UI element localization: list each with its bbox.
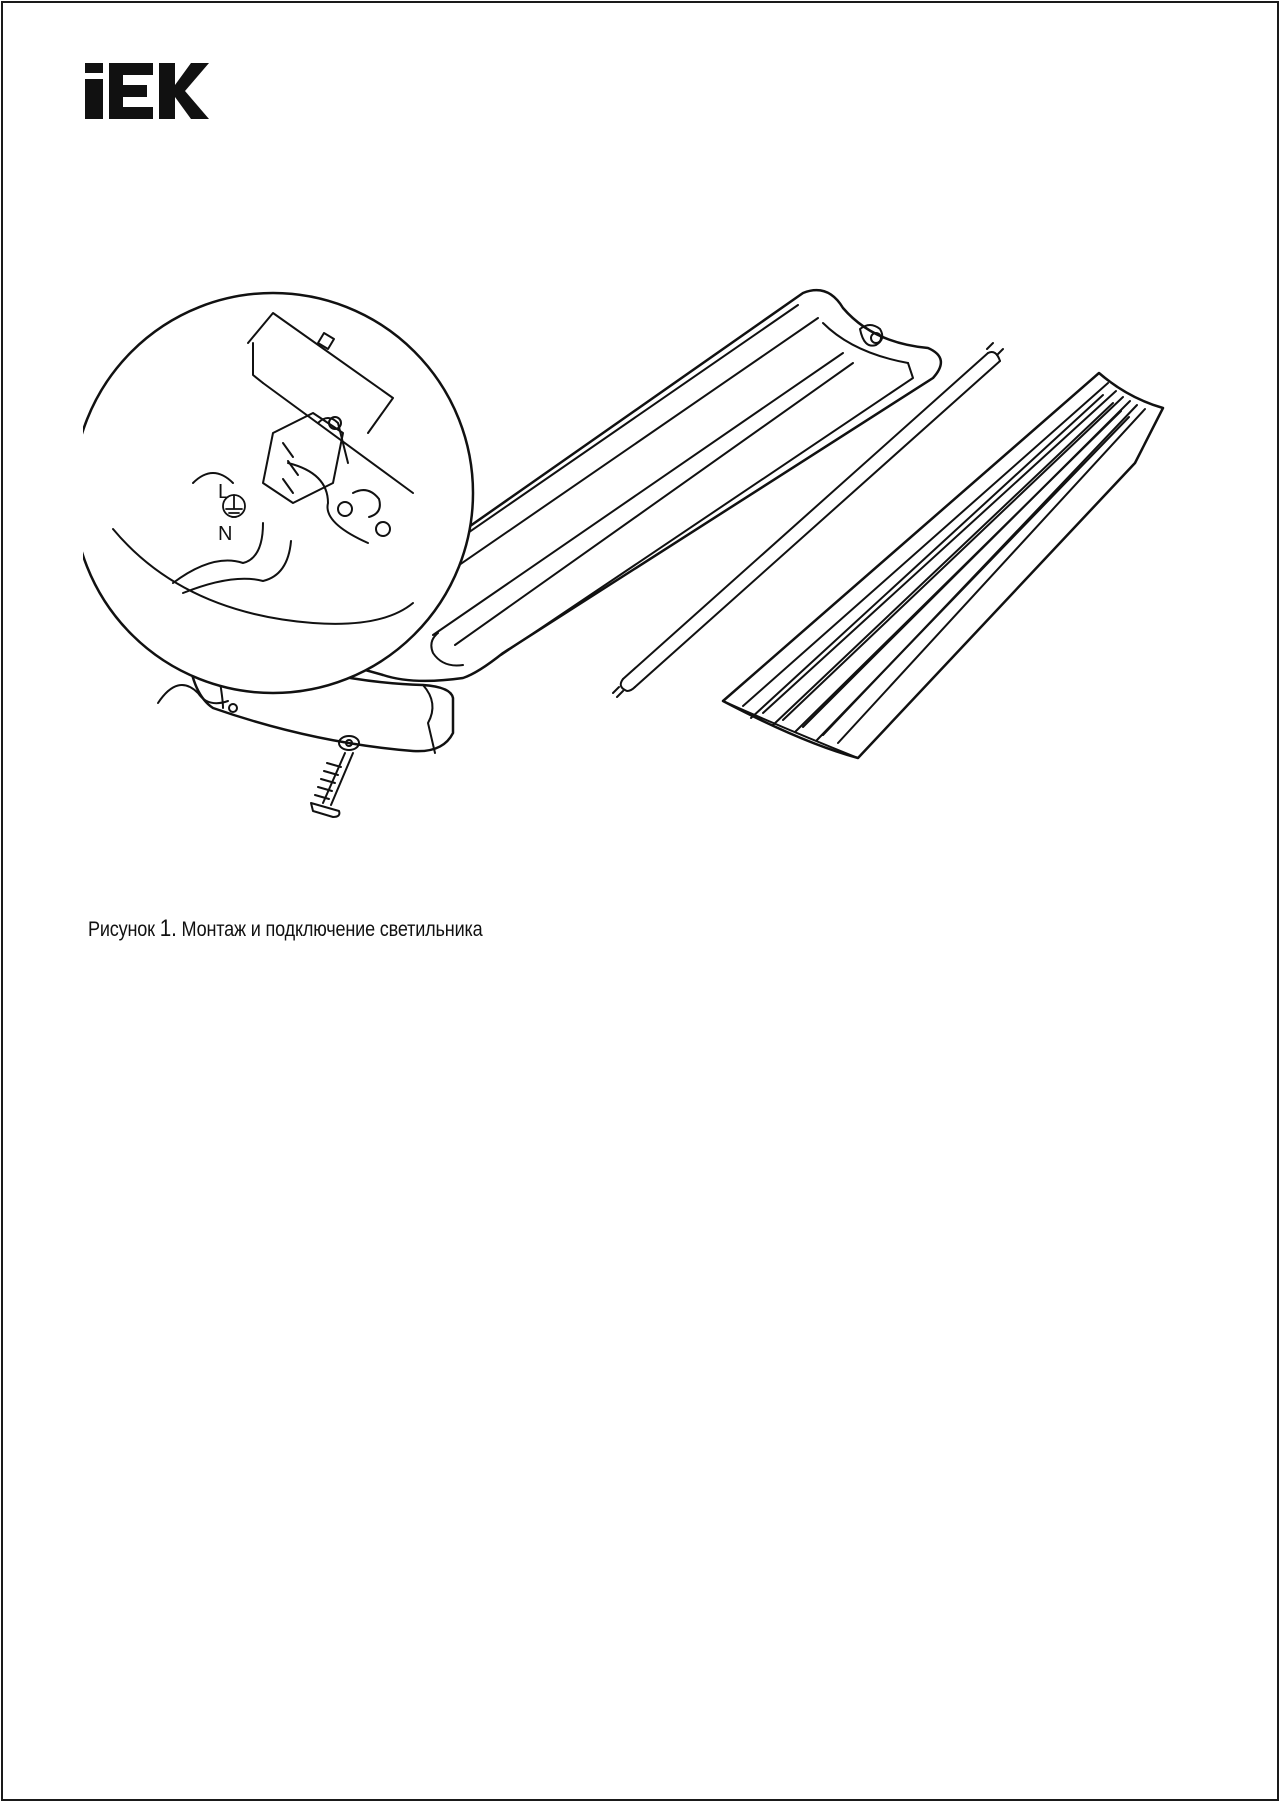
figure-caption: [88, 915, 482, 943]
document-page: [1, 1, 1279, 1801]
mounting-screw-icon: [311, 736, 359, 817]
caption-number: 1.: [159, 915, 177, 942]
neutral-label: N: [218, 523, 233, 545]
caption-text: Монтаж и подключение светильника: [181, 918, 483, 941]
caption-prefix: Рисунок: [88, 918, 155, 941]
terminal-block-detail-icon: [83, 293, 473, 693]
phase-label: L: [218, 481, 230, 503]
diffuser-cover-icon: [723, 373, 1163, 758]
iek-logo: [85, 63, 209, 119]
luminaire-assembly-drawing: [83, 283, 1213, 903]
